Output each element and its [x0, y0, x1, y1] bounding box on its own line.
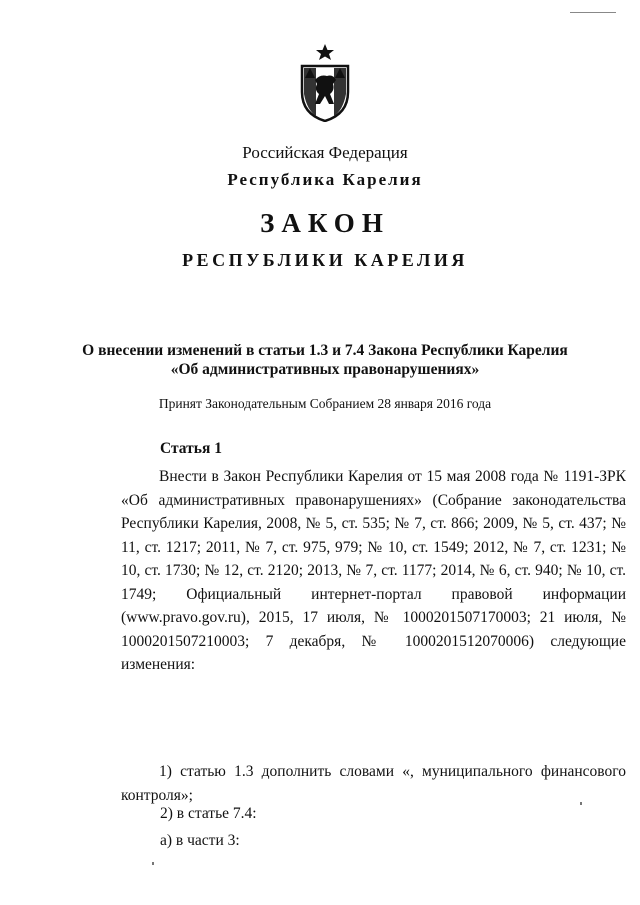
article-heading: Статья 1 — [160, 440, 222, 457]
country-name: Российская Федерация — [242, 143, 408, 162]
adoption-note: Принят Законодательным Собранием 28 января 2016 года — [158, 396, 492, 411]
list-item: 2) в статье 7.4: — [160, 805, 257, 822]
article-paragraph-text: Внести в Закон Республики Карелия от 15 мая 2008 года № 1191-ЗРК «Об административных правонарушениях» (Собрание законодательства Республики Карелия, 2008, № 5, ст. 535; № 7, ст. 866; 2009, № 5, ст. 437; № 11, ст. 1217; 2011, № 7, ст. 975, 979; № 10, ст. 1549; 2012, № 7, ст. 1231; № 10, ст. 1730; № 12, ст. 2120; 2013, № 7, ст. 1177; 2014, № 6, ст. 940; № 10, ст. 1749; Официальный интернет-портал правовой информации (www.pravo.gov.ru), 2015, 17 июля, № 1000201507170003; 21 июля, № 1000201507210003; 7 декабря, № 1000201512070006) следующие изменения: — [121, 468, 626, 673]
scan-mark — [570, 12, 616, 13]
list-item — [121, 760, 626, 808]
scan-speck — [152, 862, 154, 865]
list-item-text: 1) статью 1.3 дополнить словами «, муниципального финансового контроля»; — [121, 763, 626, 804]
republic-name: Республика Карелия — [227, 170, 423, 189]
scan-speck — [580, 802, 582, 805]
article-paragraph — [121, 465, 626, 677]
document-title-line-2: «Об административных правонарушениях» — [170, 361, 480, 378]
coat-of-arms-karelia-icon — [296, 44, 354, 122]
law-subheading: РЕСПУБЛИКИ КАРЕЛИЯ — [182, 250, 468, 270]
document-title — [0, 341, 640, 379]
list-item: а) в части 3: — [160, 832, 240, 849]
document-title-line-1: О внесении изменений в статьи 1.3 и 7.4 Закона Республики Карелия — [82, 342, 568, 359]
law-heading: ЗАКОН — [260, 208, 390, 238]
